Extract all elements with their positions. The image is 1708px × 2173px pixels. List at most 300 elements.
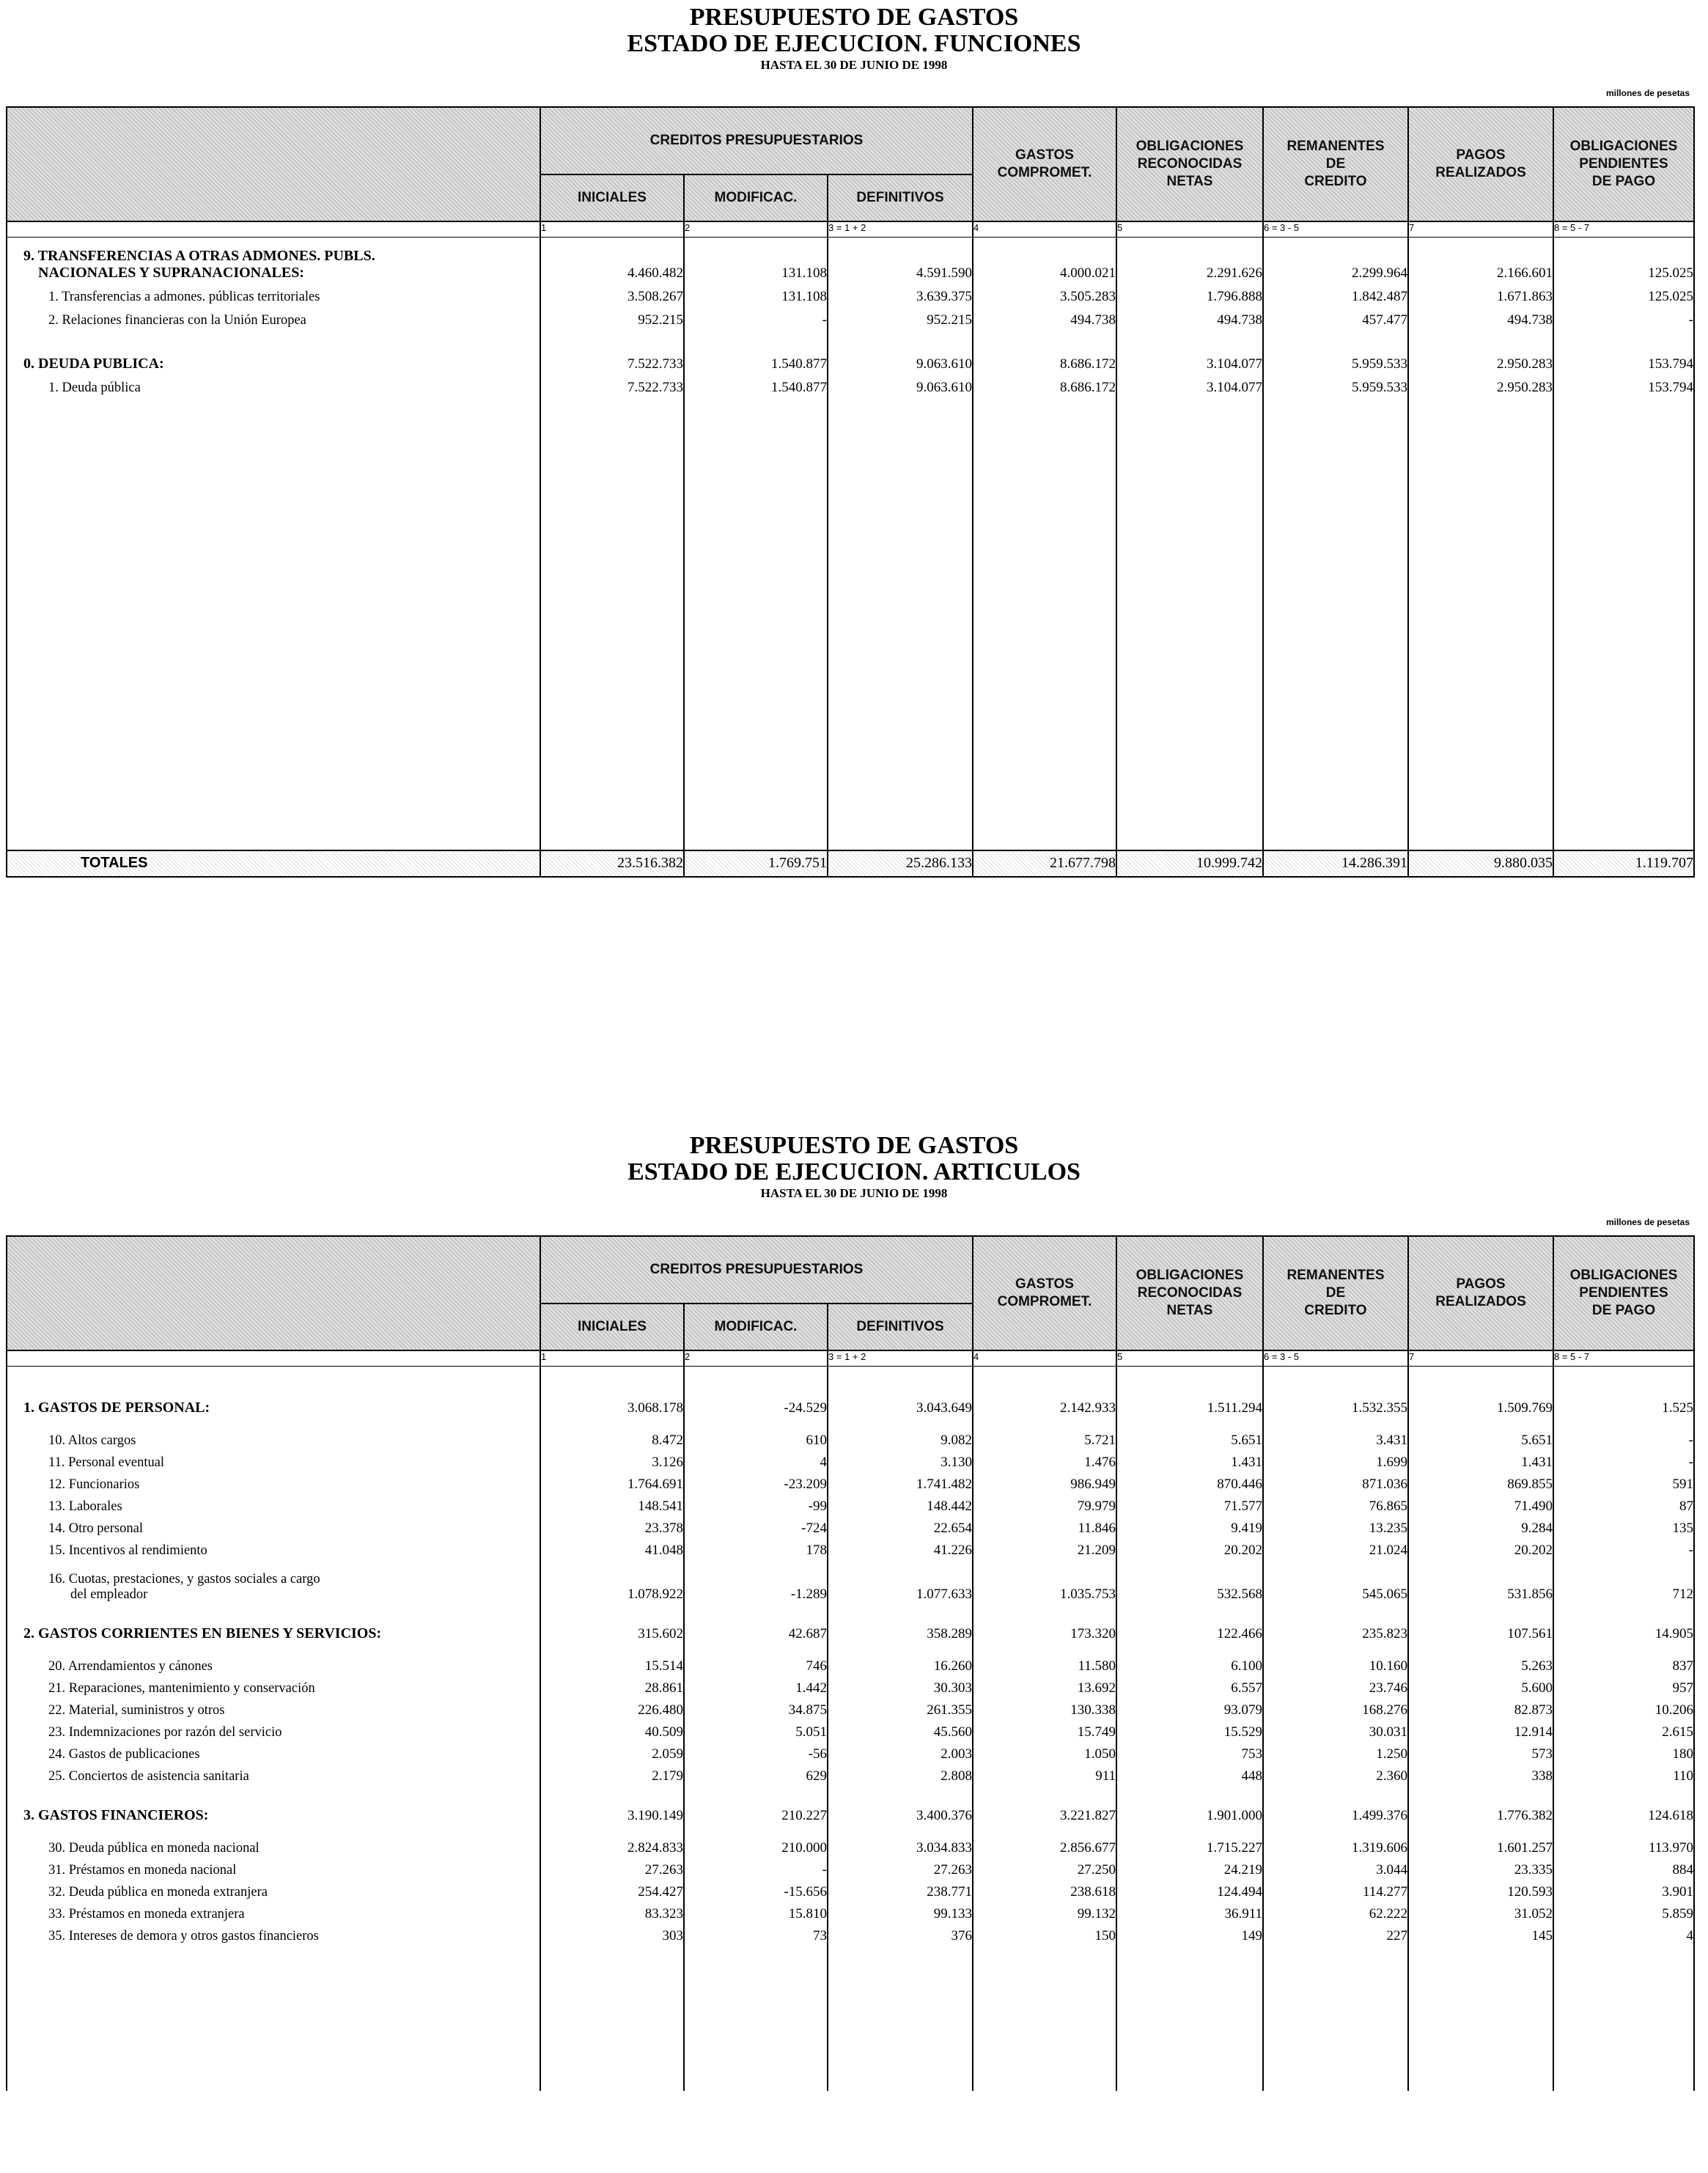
value-cell: 73 [684, 1922, 828, 1944]
value-cell: 124.618 [1553, 1784, 1694, 1824]
value-cell: 62.222 [1263, 1900, 1408, 1922]
value-cell: 3.043.649 [828, 1367, 973, 1416]
col-index: 2 [684, 221, 828, 238]
value-cell: 21.024 [1263, 1537, 1408, 1559]
value-cell: 3.221.827 [973, 1784, 1116, 1824]
value-cell: 5.859 [1553, 1900, 1694, 1922]
value-cell: 1.442 [684, 1674, 828, 1696]
value-cell: 238.618 [973, 1878, 1116, 1900]
value-cell: 79.979 [973, 1493, 1116, 1515]
row-label [7, 1471, 540, 1493]
value-cell: 5.721 [973, 1416, 1116, 1449]
row-label-line: NACIONALES Y SUPRANACIONALES: [38, 264, 305, 281]
value-cell: 14.905 [1553, 1603, 1694, 1642]
value-cell: 113.970 [1553, 1824, 1694, 1856]
col-index: 8 = 5 - 7 [1553, 1350, 1694, 1367]
value-cell: 1.499.376 [1263, 1784, 1408, 1824]
section-row [7, 1784, 1694, 1824]
value-cell: 1.250 [1263, 1740, 1408, 1762]
row-label-line: 33. Préstamos en moneda extranjera [48, 1906, 245, 1922]
item-row [7, 1674, 1694, 1696]
value-cell: 120.593 [1408, 1878, 1553, 1900]
row-label [7, 1922, 540, 1944]
value-cell: 23.746 [1263, 1674, 1408, 1696]
value-cell: 27.263 [828, 1856, 973, 1878]
value-cell: 71.577 [1116, 1493, 1263, 1515]
row-label [7, 1559, 540, 1603]
value-cell: 531.856 [1408, 1559, 1553, 1603]
value-cell: 5.959.533 [1263, 372, 1408, 396]
value-cell: 150 [973, 1922, 1116, 1944]
row-label-line: 32. Deuda pública en moneda extranjera [48, 1884, 268, 1900]
value-cell: 870.446 [1116, 1471, 1263, 1493]
value-cell: 27.263 [540, 1856, 684, 1878]
funciones-title-3: HASTA EL 30 DE JUNIO DE 1998 [760, 58, 948, 72]
row-label [7, 1762, 540, 1784]
value-cell: 3.639.375 [828, 282, 973, 305]
modificac-header: MODIFICAC. [684, 1304, 828, 1350]
articulos-title-2: ESTADO DE EJECUCION. ARTICULOS [627, 1158, 1081, 1185]
col-index: 6 = 3 - 5 [1263, 221, 1408, 238]
section-row [7, 238, 1694, 282]
item-row [7, 282, 1694, 305]
value-cell: 124.494 [1116, 1878, 1263, 1900]
row-label [7, 372, 540, 396]
col-index: 4 [973, 1350, 1116, 1367]
value-cell: 884 [1553, 1856, 1694, 1878]
value-cell: - [1553, 1449, 1694, 1471]
value-cell: 5.051 [684, 1718, 828, 1740]
col-index: 5 [1116, 221, 1263, 238]
value-cell: 30.031 [1263, 1718, 1408, 1740]
value-cell: 131.108 [684, 282, 828, 305]
value-cell: 1.796.888 [1116, 282, 1263, 305]
row-label-line: 16. Cuotas, prestaciones, y gastos sociales a cargo [48, 1571, 320, 1586]
value-cell: 746 [684, 1642, 828, 1674]
value-cell: - [1553, 1537, 1694, 1559]
row-label [7, 282, 540, 305]
articulos-table [6, 1235, 1695, 2091]
articulos-title-1: PRESUPUESTO DE GASTOS [689, 1132, 1019, 1159]
row-label-line: del empleador [70, 1586, 148, 1602]
value-cell: -724 [684, 1515, 828, 1537]
value-cell: 338 [1408, 1762, 1553, 1784]
value-cell: 4 [684, 1449, 828, 1471]
iniciales-header: INICIALES [540, 1304, 684, 1350]
value-cell: 1.319.606 [1263, 1824, 1408, 1856]
value-cell: 210.000 [684, 1824, 828, 1856]
row-label-line: 15. Incentivos al rendimiento [48, 1543, 207, 1558]
value-cell: 180 [1553, 1740, 1694, 1762]
value-cell: 15.529 [1116, 1718, 1263, 1740]
value-cell: 4.000.021 [973, 238, 1116, 282]
value-cell: 122.466 [1116, 1603, 1263, 1642]
row-label-line: 25. Conciertos de asistencia sanitaria [48, 1768, 249, 1784]
row-label-line: 1. Deuda pública [48, 380, 141, 395]
row-label [7, 1878, 540, 1900]
row-label-line: 2. GASTOS CORRIENTES EN BIENES Y SERVICIOS: [23, 1625, 382, 1641]
creditos-header: CREDITOS PRESUPUESTARIOS [540, 107, 973, 174]
value-cell: 9.082 [828, 1416, 973, 1449]
value-cell: 145 [1408, 1922, 1553, 1944]
row-label-line: 24. Gastos de publicaciones [48, 1746, 200, 1762]
value-cell: - [684, 1856, 828, 1878]
row-label [7, 1515, 540, 1537]
modificac-header: MODIFICAC. [684, 174, 828, 221]
value-cell: 135 [1553, 1515, 1694, 1537]
value-cell: 15.514 [540, 1642, 684, 1674]
concept-header-cell [7, 107, 540, 221]
value-cell: 1.532.355 [1263, 1367, 1408, 1416]
value-cell: 149 [1116, 1922, 1263, 1944]
value-cell: 4 [1553, 1922, 1694, 1944]
value-cell: 1.764.691 [540, 1471, 684, 1493]
row-label-line: 10. Altos cargos [48, 1433, 136, 1448]
obligaciones-header: OBLIGACIONES RECONOCIDAS NETAS [1116, 107, 1263, 221]
value-cell: 3.508.267 [540, 282, 684, 305]
value-cell: 3.044 [1263, 1856, 1408, 1878]
value-cell: 226.480 [540, 1696, 684, 1718]
col-index: 3 = 1 + 2 [828, 1350, 973, 1367]
totals-label: TOTALES [7, 850, 540, 877]
item-row [7, 305, 1694, 328]
value-cell: 2.291.626 [1116, 238, 1263, 282]
value-cell: 13.692 [973, 1674, 1116, 1696]
item-row [7, 1449, 1694, 1471]
concept-header-cell [7, 1236, 540, 1350]
row-label [7, 1824, 540, 1856]
section-row [7, 328, 1694, 372]
value-cell: 20.202 [1116, 1537, 1263, 1559]
value-cell: 6.557 [1116, 1674, 1263, 1696]
value-cell: 3.104.077 [1116, 372, 1263, 396]
value-cell: 2.166.601 [1408, 238, 1553, 282]
row-label [7, 1493, 540, 1515]
value-cell: 41.048 [540, 1537, 684, 1559]
row-label [7, 1900, 540, 1922]
value-cell: 376 [828, 1922, 973, 1944]
value-cell: 261.355 [828, 1696, 973, 1718]
row-label [7, 1856, 540, 1878]
value-cell: 15.810 [684, 1900, 828, 1922]
value-cell: 76.865 [1263, 1493, 1408, 1515]
value-cell: 4.460.482 [540, 238, 684, 282]
value-cell: 10.206 [1553, 1696, 1694, 1718]
col-index: 8 = 5 - 7 [1553, 221, 1694, 238]
value-cell: 3.505.283 [973, 282, 1116, 305]
value-cell: 532.568 [1116, 1559, 1263, 1603]
value-cell: 1.842.487 [1263, 282, 1408, 305]
value-cell: 125.025 [1553, 238, 1694, 282]
value-cell: - [684, 305, 828, 328]
obligaciones-header: OBLIGACIONES RECONOCIDAS NETAS [1116, 1236, 1263, 1350]
value-cell: 12.914 [1408, 1718, 1553, 1740]
value-cell: 82.873 [1408, 1696, 1553, 1718]
articulos-title-3: HASTA EL 30 DE JUNIO DE 1998 [760, 1186, 948, 1200]
value-cell: 20.202 [1408, 1537, 1553, 1559]
row-label-line: 1. GASTOS DE PERSONAL: [23, 1399, 210, 1416]
row-label [7, 1537, 540, 1559]
row-label-line: 30. Deuda pública en moneda nacional [48, 1840, 259, 1856]
value-cell: 30.303 [828, 1674, 973, 1696]
value-cell: 1.671.863 [1408, 282, 1553, 305]
row-label [7, 1784, 540, 1824]
value-cell: 42.687 [684, 1603, 828, 1642]
row-label [7, 1718, 540, 1740]
value-cell: 36.911 [1116, 1900, 1263, 1922]
value-cell: 34.875 [684, 1696, 828, 1718]
value-cell: 9.063.610 [828, 328, 973, 372]
value-cell: 494.738 [973, 305, 1116, 328]
value-cell: 2.003 [828, 1740, 973, 1762]
value-cell: 3.034.833 [828, 1824, 973, 1856]
value-cell: 2.950.283 [1408, 372, 1553, 396]
row-label-line: 21. Reparaciones, mantenimiento y conservación [48, 1680, 315, 1696]
value-cell: 83.323 [540, 1900, 684, 1922]
value-cell: 952.215 [828, 305, 973, 328]
value-cell: 837 [1553, 1642, 1694, 1674]
value-cell: -56 [684, 1740, 828, 1762]
value-cell: 168.276 [1263, 1696, 1408, 1718]
item-row [7, 1718, 1694, 1740]
value-cell: 1.525 [1553, 1367, 1694, 1416]
value-cell: 5.959.533 [1263, 328, 1408, 372]
value-cell: 125.025 [1553, 282, 1694, 305]
value-cell: 2.299.964 [1263, 238, 1408, 282]
value-cell: 107.561 [1408, 1603, 1553, 1642]
value-cell: 8.686.172 [973, 328, 1116, 372]
item-row [7, 1696, 1694, 1718]
value-cell: 9.063.610 [828, 372, 973, 396]
value-cell: 40.509 [540, 1718, 684, 1740]
value-cell: 10.160 [1263, 1642, 1408, 1674]
value-cell: 753 [1116, 1740, 1263, 1762]
column-index-row [7, 1350, 1694, 1367]
value-cell: 3.130 [828, 1449, 973, 1471]
value-cell: 153.794 [1553, 328, 1694, 372]
total-value: 14.286.391 [1263, 850, 1408, 877]
value-cell: 712 [1553, 1559, 1694, 1603]
column-index-row [7, 221, 1694, 238]
value-cell: 3.068.178 [540, 1367, 684, 1416]
value-cell: 3.431 [1263, 1416, 1408, 1449]
value-cell: 99.132 [973, 1900, 1116, 1922]
value-cell: 1.511.294 [1116, 1367, 1263, 1416]
value-cell: 148.541 [540, 1493, 684, 1515]
item-row [7, 1900, 1694, 1922]
value-cell: 178 [684, 1537, 828, 1559]
definitivos-header: DEFINITIVOS [828, 174, 973, 221]
row-label-line: 9. TRANSFERENCIAS A OTRAS ADMONES. PUBLS. [23, 247, 375, 264]
funciones-title-block [0, 4, 1708, 73]
value-cell: 45.560 [828, 1718, 973, 1740]
value-cell: 2.179 [540, 1762, 684, 1784]
value-cell: 4.591.590 [828, 238, 973, 282]
pendientes-header: OBLIGACIONES PENDIENTES DE PAGO [1553, 107, 1694, 221]
value-cell: 23.335 [1408, 1856, 1553, 1878]
pagos-header: PAGOS REALIZADOS [1408, 107, 1553, 221]
value-cell: 1.077.633 [828, 1559, 973, 1603]
value-cell: -24.529 [684, 1367, 828, 1416]
value-cell: -99 [684, 1493, 828, 1515]
value-cell: 315.602 [540, 1603, 684, 1642]
value-cell: 1.431 [1116, 1449, 1263, 1471]
row-label [7, 1603, 540, 1642]
item-row [7, 1493, 1694, 1515]
value-cell: 5.651 [1116, 1416, 1263, 1449]
pagos-header: PAGOS REALIZADOS [1408, 1236, 1553, 1350]
value-cell: 131.108 [684, 238, 828, 282]
section-row [7, 1367, 1694, 1416]
value-cell: 1.776.382 [1408, 1784, 1553, 1824]
value-cell: 93.079 [1116, 1696, 1263, 1718]
item-row [7, 1856, 1694, 1878]
total-value: 21.677.798 [973, 850, 1116, 877]
value-cell: 24.219 [1116, 1856, 1263, 1878]
total-value: 25.286.133 [828, 850, 973, 877]
value-cell: 2.808 [828, 1762, 973, 1784]
value-cell: 591 [1553, 1471, 1694, 1493]
value-cell: 7.522.733 [540, 372, 684, 396]
row-label-line: 14. Otro personal [48, 1521, 143, 1536]
row-label [7, 1416, 540, 1449]
value-cell: 99.133 [828, 1900, 973, 1922]
item-row [7, 1559, 1694, 1603]
value-cell: 21.209 [973, 1537, 1116, 1559]
col-index: 7 [1408, 221, 1553, 238]
item-row [7, 1416, 1694, 1449]
value-cell: 1.078.922 [540, 1559, 684, 1603]
value-cell: 227 [1263, 1922, 1408, 1944]
value-cell: 5.600 [1408, 1674, 1553, 1696]
value-cell: 11.580 [973, 1642, 1116, 1674]
item-row [7, 1515, 1694, 1537]
value-cell: 1.050 [973, 1740, 1116, 1762]
value-cell: 7.522.733 [540, 328, 684, 372]
col-index: 3 = 1 + 2 [828, 221, 973, 238]
value-cell: 303 [540, 1922, 684, 1944]
row-label [7, 1674, 540, 1696]
value-cell: 22.654 [828, 1515, 973, 1537]
row-label-line: 35. Intereses de demora y otros gastos financieros [48, 1928, 319, 1944]
total-value: 23.516.382 [540, 850, 684, 877]
value-cell: 1.540.877 [684, 372, 828, 396]
row-label-line: 3. GASTOS FINANCIEROS: [23, 1806, 209, 1823]
total-value: 1.119.707 [1553, 850, 1694, 877]
value-cell: 6.100 [1116, 1642, 1263, 1674]
pendientes-header: OBLIGACIONES PENDIENTES DE PAGO [1553, 1236, 1694, 1350]
value-cell: 457.477 [1263, 305, 1408, 328]
definitivos-header: DEFINITIVOS [828, 1304, 973, 1350]
value-cell: 1.601.257 [1408, 1824, 1553, 1856]
row-label [7, 305, 540, 328]
value-cell: 148.442 [828, 1493, 973, 1515]
total-value: 9.880.035 [1408, 850, 1553, 877]
item-row [7, 372, 1694, 396]
value-cell: 1.035.753 [973, 1559, 1116, 1603]
section-row [7, 1603, 1694, 1642]
blank-area [7, 1944, 1694, 2091]
row-label-line: 31. Préstamos en moneda nacional [48, 1862, 237, 1878]
col-index: 2 [684, 1350, 828, 1367]
remanentes-header: REMANENTES DE CREDITO [1263, 107, 1408, 221]
col-index: 7 [1408, 1350, 1553, 1367]
value-cell: -15.656 [684, 1878, 828, 1900]
value-cell: 8.686.172 [973, 372, 1116, 396]
value-cell: 869.855 [1408, 1471, 1553, 1493]
articulos-units-note: millones de pesetas [1605, 1217, 1690, 1227]
value-cell: 8.472 [540, 1416, 684, 1449]
row-label-line: 13. Laborales [48, 1499, 122, 1514]
row-label-line: 11. Personal eventual [48, 1455, 165, 1470]
value-cell: 3.400.376 [828, 1784, 973, 1824]
value-cell: 573 [1408, 1740, 1553, 1762]
col-index: 4 [973, 221, 1116, 238]
row-label-line: 2. Relaciones financieras con la Unión Europea [48, 312, 306, 328]
iniciales-header: INICIALES [540, 174, 684, 221]
value-cell: 153.794 [1553, 372, 1694, 396]
row-label [7, 1367, 540, 1416]
value-cell: 3.126 [540, 1449, 684, 1471]
value-cell: 3.104.077 [1116, 328, 1263, 372]
value-cell: 1.540.877 [684, 328, 828, 372]
gastos-header: GASTOS COMPROMET. [973, 1236, 1116, 1350]
item-row [7, 1762, 1694, 1784]
row-label-line: 12. Funcionarios [48, 1477, 140, 1492]
value-cell: 2.856.677 [973, 1824, 1116, 1856]
value-cell: 1.715.227 [1116, 1824, 1263, 1856]
total-value: 1.769.751 [684, 850, 828, 877]
value-cell: 2.824.833 [540, 1824, 684, 1856]
value-cell: 5.651 [1408, 1416, 1553, 1449]
value-cell: 210.227 [684, 1784, 828, 1824]
value-cell: -1.289 [684, 1559, 828, 1603]
totals-row [7, 850, 1694, 877]
value-cell: 2.950.283 [1408, 328, 1553, 372]
value-cell: 87 [1553, 1493, 1694, 1515]
row-label-line: 22. Material, suministros y otros [48, 1702, 225, 1718]
row-label [7, 1449, 540, 1471]
row-label [7, 1740, 540, 1762]
value-cell: 254.427 [540, 1878, 684, 1900]
value-cell: 986.949 [973, 1471, 1116, 1493]
blank-area [7, 396, 1694, 850]
value-cell: 173.320 [973, 1603, 1116, 1642]
value-cell: 23.378 [540, 1515, 684, 1537]
value-cell: 235.823 [1263, 1603, 1408, 1642]
creditos-header: CREDITOS PRESUPUESTARIOS [540, 1236, 973, 1304]
funciones-units-note: millones de pesetas [1605, 88, 1690, 98]
value-cell: 1.901.000 [1116, 1784, 1263, 1824]
item-row [7, 1740, 1694, 1762]
item-row [7, 1878, 1694, 1900]
item-row [7, 1642, 1694, 1674]
value-cell: 15.749 [973, 1718, 1116, 1740]
value-cell: 11.846 [973, 1515, 1116, 1537]
articulos-title-block [0, 1133, 1708, 1202]
value-cell: - [1553, 1416, 1694, 1449]
value-cell: 71.490 [1408, 1493, 1553, 1515]
value-cell: 16.260 [828, 1642, 973, 1674]
value-cell: 911 [973, 1762, 1116, 1784]
value-cell: 1.699 [1263, 1449, 1408, 1471]
row-label [7, 328, 540, 372]
value-cell: 1.476 [973, 1449, 1116, 1471]
row-label [7, 1642, 540, 1674]
value-cell: -23.209 [684, 1471, 828, 1493]
funciones-table [6, 106, 1695, 878]
value-cell: 5.263 [1408, 1642, 1553, 1674]
